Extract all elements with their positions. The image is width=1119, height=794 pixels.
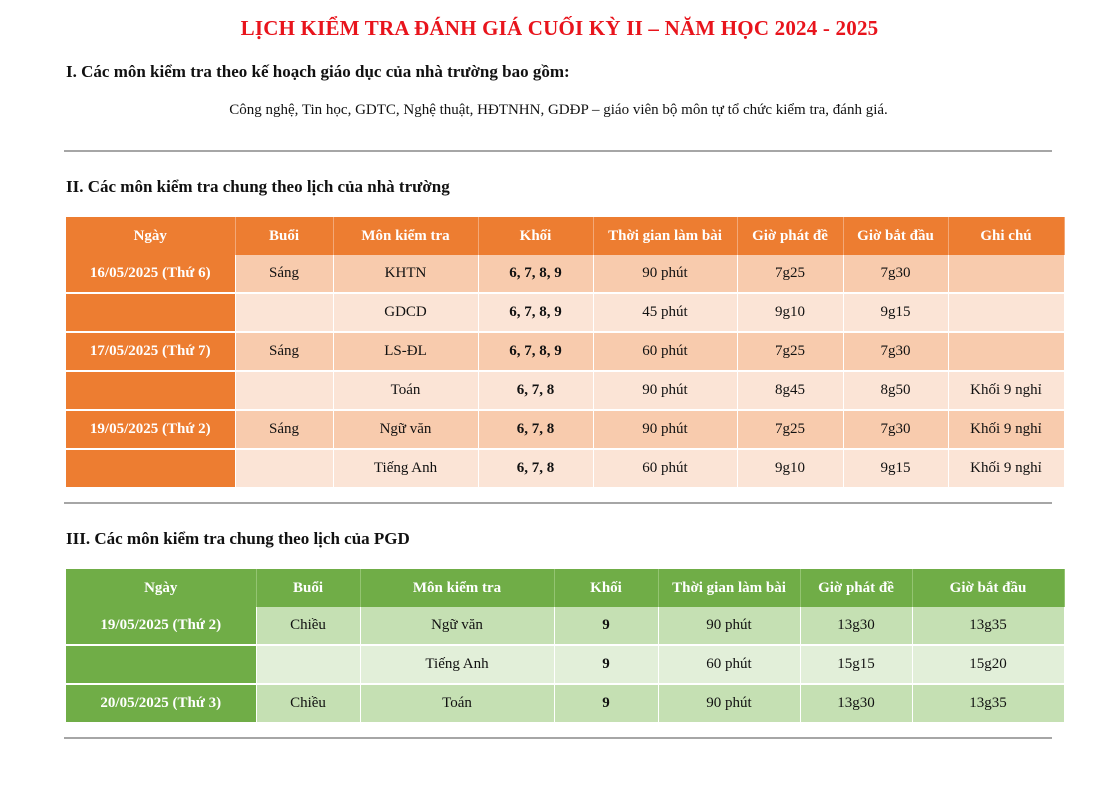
grade-cell: 6, 7, 8, 9 bbox=[478, 332, 593, 371]
paper-time-cell: 7g25 bbox=[737, 410, 843, 449]
date-cell: 19/05/2025 (Thứ 2) bbox=[66, 410, 235, 449]
paper-time-cell: 15g15 bbox=[800, 645, 912, 684]
subject-cell: Ngữ văn bbox=[360, 607, 554, 645]
start-time-cell: 7g30 bbox=[843, 410, 948, 449]
paper-time-cell: 13g30 bbox=[800, 607, 912, 645]
subject-cell: Toán bbox=[333, 371, 478, 410]
section3-heading: III. Các môn kiểm tra chung theo lịch của PGD bbox=[66, 529, 410, 548]
grade-cell: 9 bbox=[554, 645, 658, 684]
divider bbox=[64, 737, 1052, 739]
table-row bbox=[66, 332, 1064, 371]
note-cell: Khối 9 nghỉ bbox=[948, 449, 1064, 488]
session-cell bbox=[235, 293, 333, 332]
duration-cell: 90 phút bbox=[593, 371, 737, 410]
col-header-grade: Khối bbox=[554, 569, 658, 607]
col-header-paper-time: Giờ phát đề bbox=[737, 217, 843, 255]
note-cell bbox=[948, 255, 1064, 293]
col-header-note: Ghi chú bbox=[948, 217, 1064, 255]
duration-cell: 90 phút bbox=[658, 607, 800, 645]
paper-time-cell: 7g25 bbox=[737, 332, 843, 371]
date-cell: 17/05/2025 (Thứ 7) bbox=[66, 332, 235, 371]
paper-time-cell: 8g45 bbox=[737, 371, 843, 410]
date-cell: 16/05/2025 (Thứ 6) bbox=[66, 255, 235, 293]
date-cell bbox=[66, 293, 235, 332]
note-cell: Khối 9 nghỉ bbox=[948, 371, 1064, 410]
note-cell: Khối 9 nghỉ bbox=[948, 410, 1064, 449]
table-header-row bbox=[66, 569, 1064, 607]
start-time-cell: 15g20 bbox=[912, 645, 1064, 684]
subject-cell: Tiếng Anh bbox=[360, 645, 554, 684]
session-cell: Chiều bbox=[256, 684, 360, 723]
grade-cell: 9 bbox=[554, 684, 658, 723]
duration-cell: 90 phút bbox=[593, 410, 737, 449]
school-exam-schedule-table bbox=[66, 217, 1065, 489]
session-cell: Sáng bbox=[235, 410, 333, 449]
subject-cell: Ngữ văn bbox=[333, 410, 478, 449]
col-header-duration: Thời gian làm bài bbox=[593, 217, 737, 255]
col-header-session: Buổi bbox=[256, 569, 360, 607]
duration-cell: 45 phút bbox=[593, 293, 737, 332]
col-header-date: Ngày bbox=[66, 217, 235, 255]
session-cell: Sáng bbox=[235, 255, 333, 293]
start-time-cell: 7g30 bbox=[843, 255, 948, 293]
grade-cell: 6, 7, 8 bbox=[478, 410, 593, 449]
col-header-subject: Môn kiểm tra bbox=[333, 217, 478, 255]
col-header-session: Buổi bbox=[235, 217, 333, 255]
session-cell bbox=[235, 449, 333, 488]
divider bbox=[64, 150, 1052, 152]
start-time-cell: 9g15 bbox=[843, 449, 948, 488]
subject-cell: Toán bbox=[360, 684, 554, 723]
grade-cell: 6, 7, 8 bbox=[478, 371, 593, 410]
date-cell: 19/05/2025 (Thứ 2) bbox=[66, 607, 256, 645]
page-title: LỊCH KIỂM TRA ĐÁNH GIÁ CUỐI KỲ II – NĂM HỌC 2024 - 2025 bbox=[240, 16, 879, 40]
paper-time-cell: 13g30 bbox=[800, 684, 912, 723]
col-header-start-time: Giờ bắt đầu bbox=[912, 569, 1064, 607]
date-cell bbox=[66, 449, 235, 488]
duration-cell: 60 phút bbox=[593, 449, 737, 488]
subject-cell: Tiếng Anh bbox=[333, 449, 478, 488]
grade-cell: 6, 7, 8, 9 bbox=[478, 293, 593, 332]
subject-cell: LS-ĐL bbox=[333, 332, 478, 371]
section1-note: Công nghệ, Tin học, GDTC, Nghệ thuật, HĐTNHN, GDĐP – giáo viên bộ môn tự tổ chức kiểm tra, đánh giá. bbox=[229, 102, 888, 118]
grade-cell: 6, 7, 8 bbox=[478, 449, 593, 488]
col-header-duration: Thời gian làm bài bbox=[658, 569, 800, 607]
paper-time-cell: 9g10 bbox=[737, 293, 843, 332]
section1-heading: I. Các môn kiểm tra theo kế hoạch giáo dục của nhà trường bao gồm: bbox=[66, 62, 570, 81]
grade-cell: 9 bbox=[554, 607, 658, 645]
table-row bbox=[66, 293, 1064, 332]
col-header-start-time: Giờ bắt đầu bbox=[843, 217, 948, 255]
col-header-date: Ngày bbox=[66, 569, 256, 607]
note-cell bbox=[948, 332, 1064, 371]
session-cell: Chiều bbox=[256, 607, 360, 645]
duration-cell: 60 phút bbox=[658, 645, 800, 684]
col-header-subject: Môn kiểm tra bbox=[360, 569, 554, 607]
session-cell: Sáng bbox=[235, 332, 333, 371]
date-cell: 20/05/2025 (Thứ 3) bbox=[66, 684, 256, 723]
table-row bbox=[66, 255, 1064, 293]
table-row bbox=[66, 607, 1064, 645]
subject-cell: KHTN bbox=[333, 255, 478, 293]
subject-cell: GDCD bbox=[333, 293, 478, 332]
start-time-cell: 9g15 bbox=[843, 293, 948, 332]
duration-cell: 60 phút bbox=[593, 332, 737, 371]
date-cell bbox=[66, 371, 235, 410]
start-time-cell: 13g35 bbox=[912, 684, 1064, 723]
table-row bbox=[66, 449, 1064, 488]
col-header-paper-time: Giờ phát đề bbox=[800, 569, 912, 607]
section2-heading: II. Các môn kiểm tra chung theo lịch của nhà trường bbox=[66, 177, 450, 196]
paper-time-cell: 9g10 bbox=[737, 449, 843, 488]
table-row bbox=[66, 410, 1064, 449]
pgd-exam-schedule-table bbox=[66, 569, 1065, 724]
divider bbox=[64, 502, 1052, 504]
date-cell bbox=[66, 645, 256, 684]
note-cell bbox=[948, 293, 1064, 332]
table-header-row bbox=[66, 217, 1064, 255]
table-row bbox=[66, 645, 1064, 684]
session-cell bbox=[256, 645, 360, 684]
start-time-cell: 13g35 bbox=[912, 607, 1064, 645]
duration-cell: 90 phút bbox=[658, 684, 800, 723]
grade-cell: 6, 7, 8, 9 bbox=[478, 255, 593, 293]
col-header-grade: Khối bbox=[478, 217, 593, 255]
session-cell bbox=[235, 371, 333, 410]
table-row bbox=[66, 684, 1064, 723]
paper-time-cell: 7g25 bbox=[737, 255, 843, 293]
start-time-cell: 7g30 bbox=[843, 332, 948, 371]
duration-cell: 90 phút bbox=[593, 255, 737, 293]
start-time-cell: 8g50 bbox=[843, 371, 948, 410]
table-row bbox=[66, 371, 1064, 410]
